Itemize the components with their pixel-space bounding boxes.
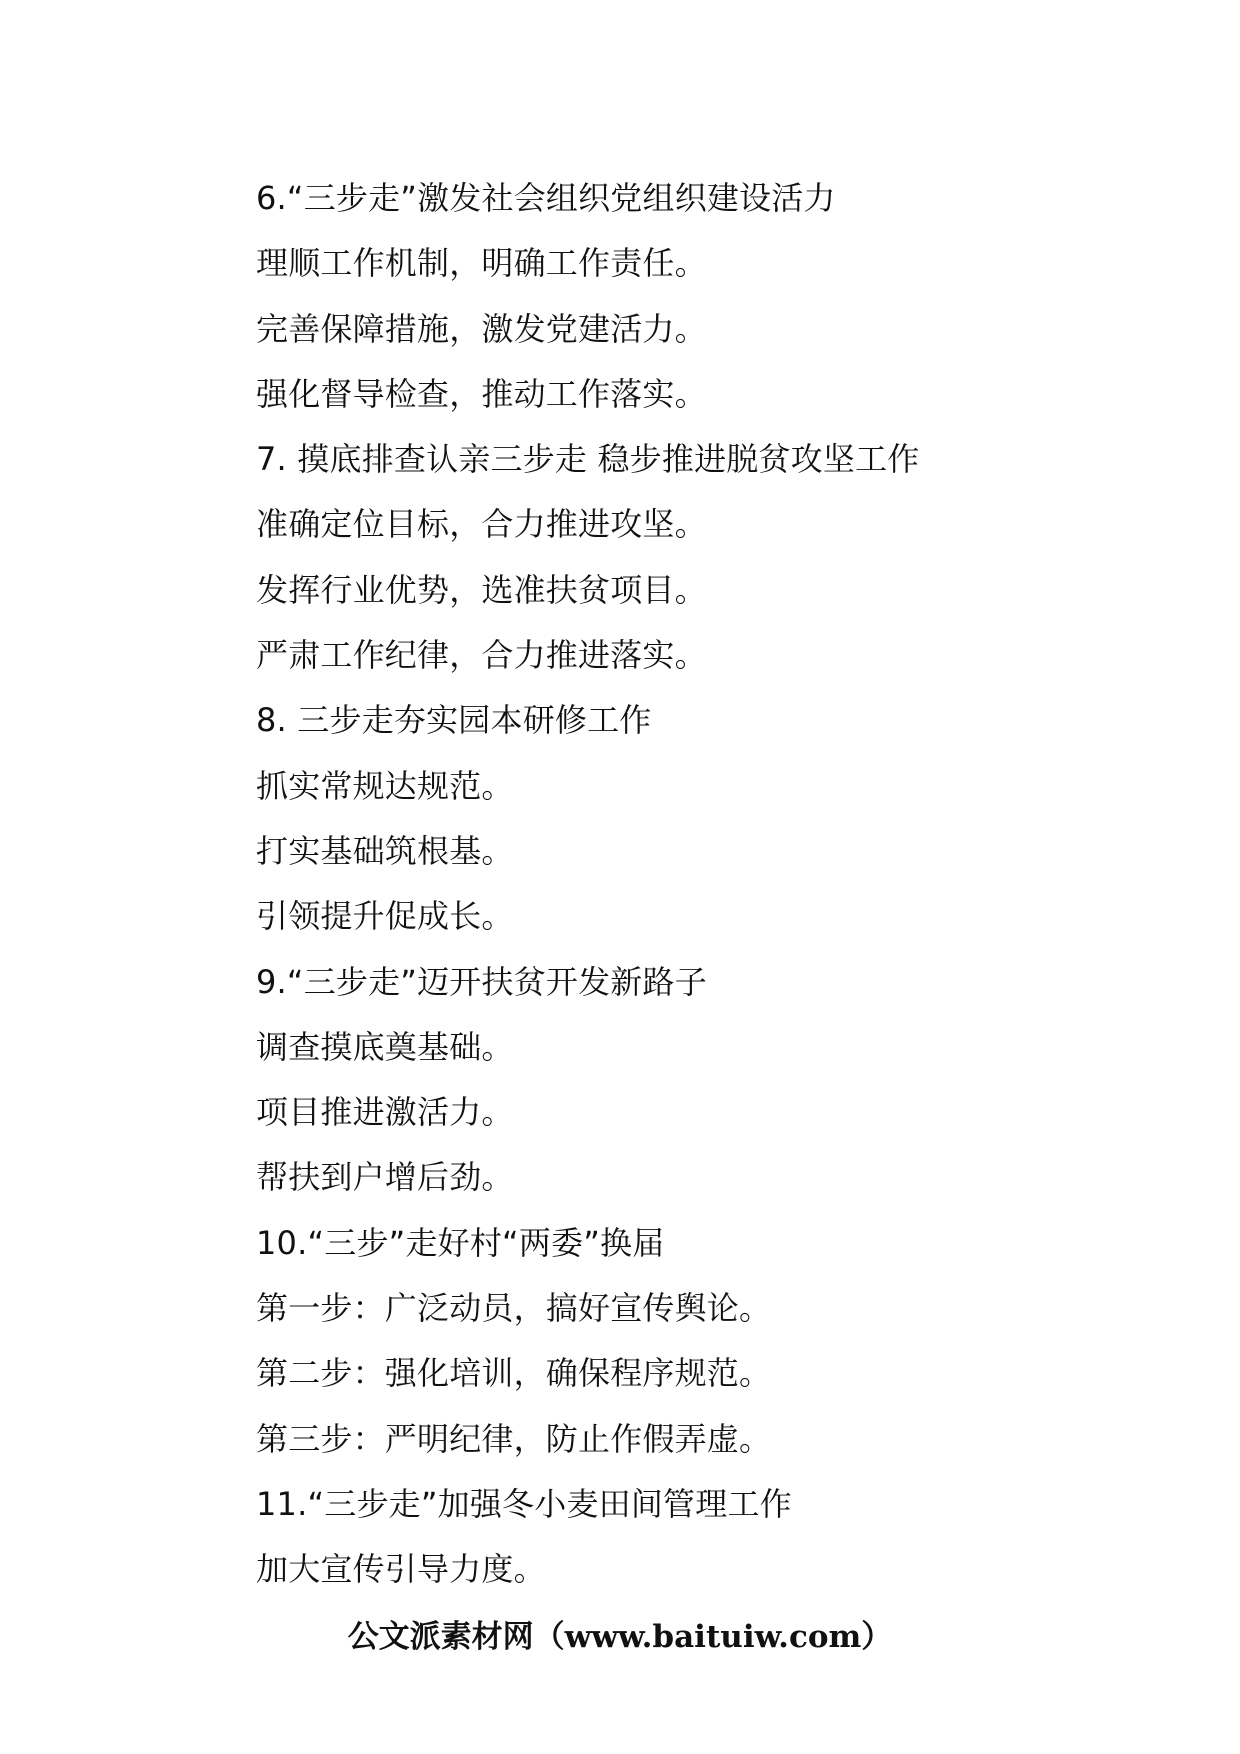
- paragraph-line: 项目推进激活力。: [256, 1093, 514, 1132]
- paragraph-line: 帮扶到户增后劲。: [256, 1158, 514, 1197]
- paragraph-line: 准确定位目标，合力推进攻坚。: [256, 505, 707, 544]
- paragraph-line: 加大宣传引导力度。: [256, 1550, 546, 1589]
- paragraph-line: 理顺工作机制，明确工作责任。: [256, 244, 707, 283]
- paragraph-line: 调查摸底奠基础。: [256, 1027, 514, 1066]
- paragraph-line: 严肃工作纪律，合力推进落实。: [256, 636, 707, 675]
- heading-11: 11.“三步走”加强冬小麦田间管理工作: [256, 1484, 792, 1523]
- paragraph-line: 引领提升促成长。: [256, 897, 514, 936]
- heading-8: 8. 三步走夯实园本研修工作: [256, 701, 652, 740]
- paragraph-line: 第二步：强化培训，确保程序规范。: [256, 1354, 772, 1393]
- paragraph-line: 抓实常规达规范。: [256, 766, 514, 805]
- paragraph-line: 打实基础筑根基。: [256, 831, 514, 870]
- paragraph-line: 第三步：严明纪律，防止作假弄虚。: [256, 1419, 772, 1458]
- paragraph-line: 发挥行业优势，选准扶贫项目。: [256, 570, 707, 609]
- heading-7: 7. 摸底排查认亲三步走 稳步推进脱贫攻坚工作: [256, 440, 920, 479]
- page-footer: 公文派素材网（www.baituiw.com）: [347, 1619, 893, 1655]
- document-body: [256, 166, 1156, 1603]
- paragraph-line: 强化督导检查，推动工作落实。: [256, 374, 707, 413]
- heading-6: 6.“三步走”激发社会组织党组织建设活力: [256, 179, 836, 217]
- heading-9: 9.“三步走”迈开扶贫开发新路子: [256, 962, 707, 1001]
- paragraph-line: 第一步：广泛动员，搞好宣传舆论。: [256, 1289, 772, 1328]
- heading-10: 10.“三步”走好村“两委”换届: [256, 1223, 665, 1262]
- paragraph-line: 完善保障措施，激发党建活力。: [256, 309, 707, 348]
